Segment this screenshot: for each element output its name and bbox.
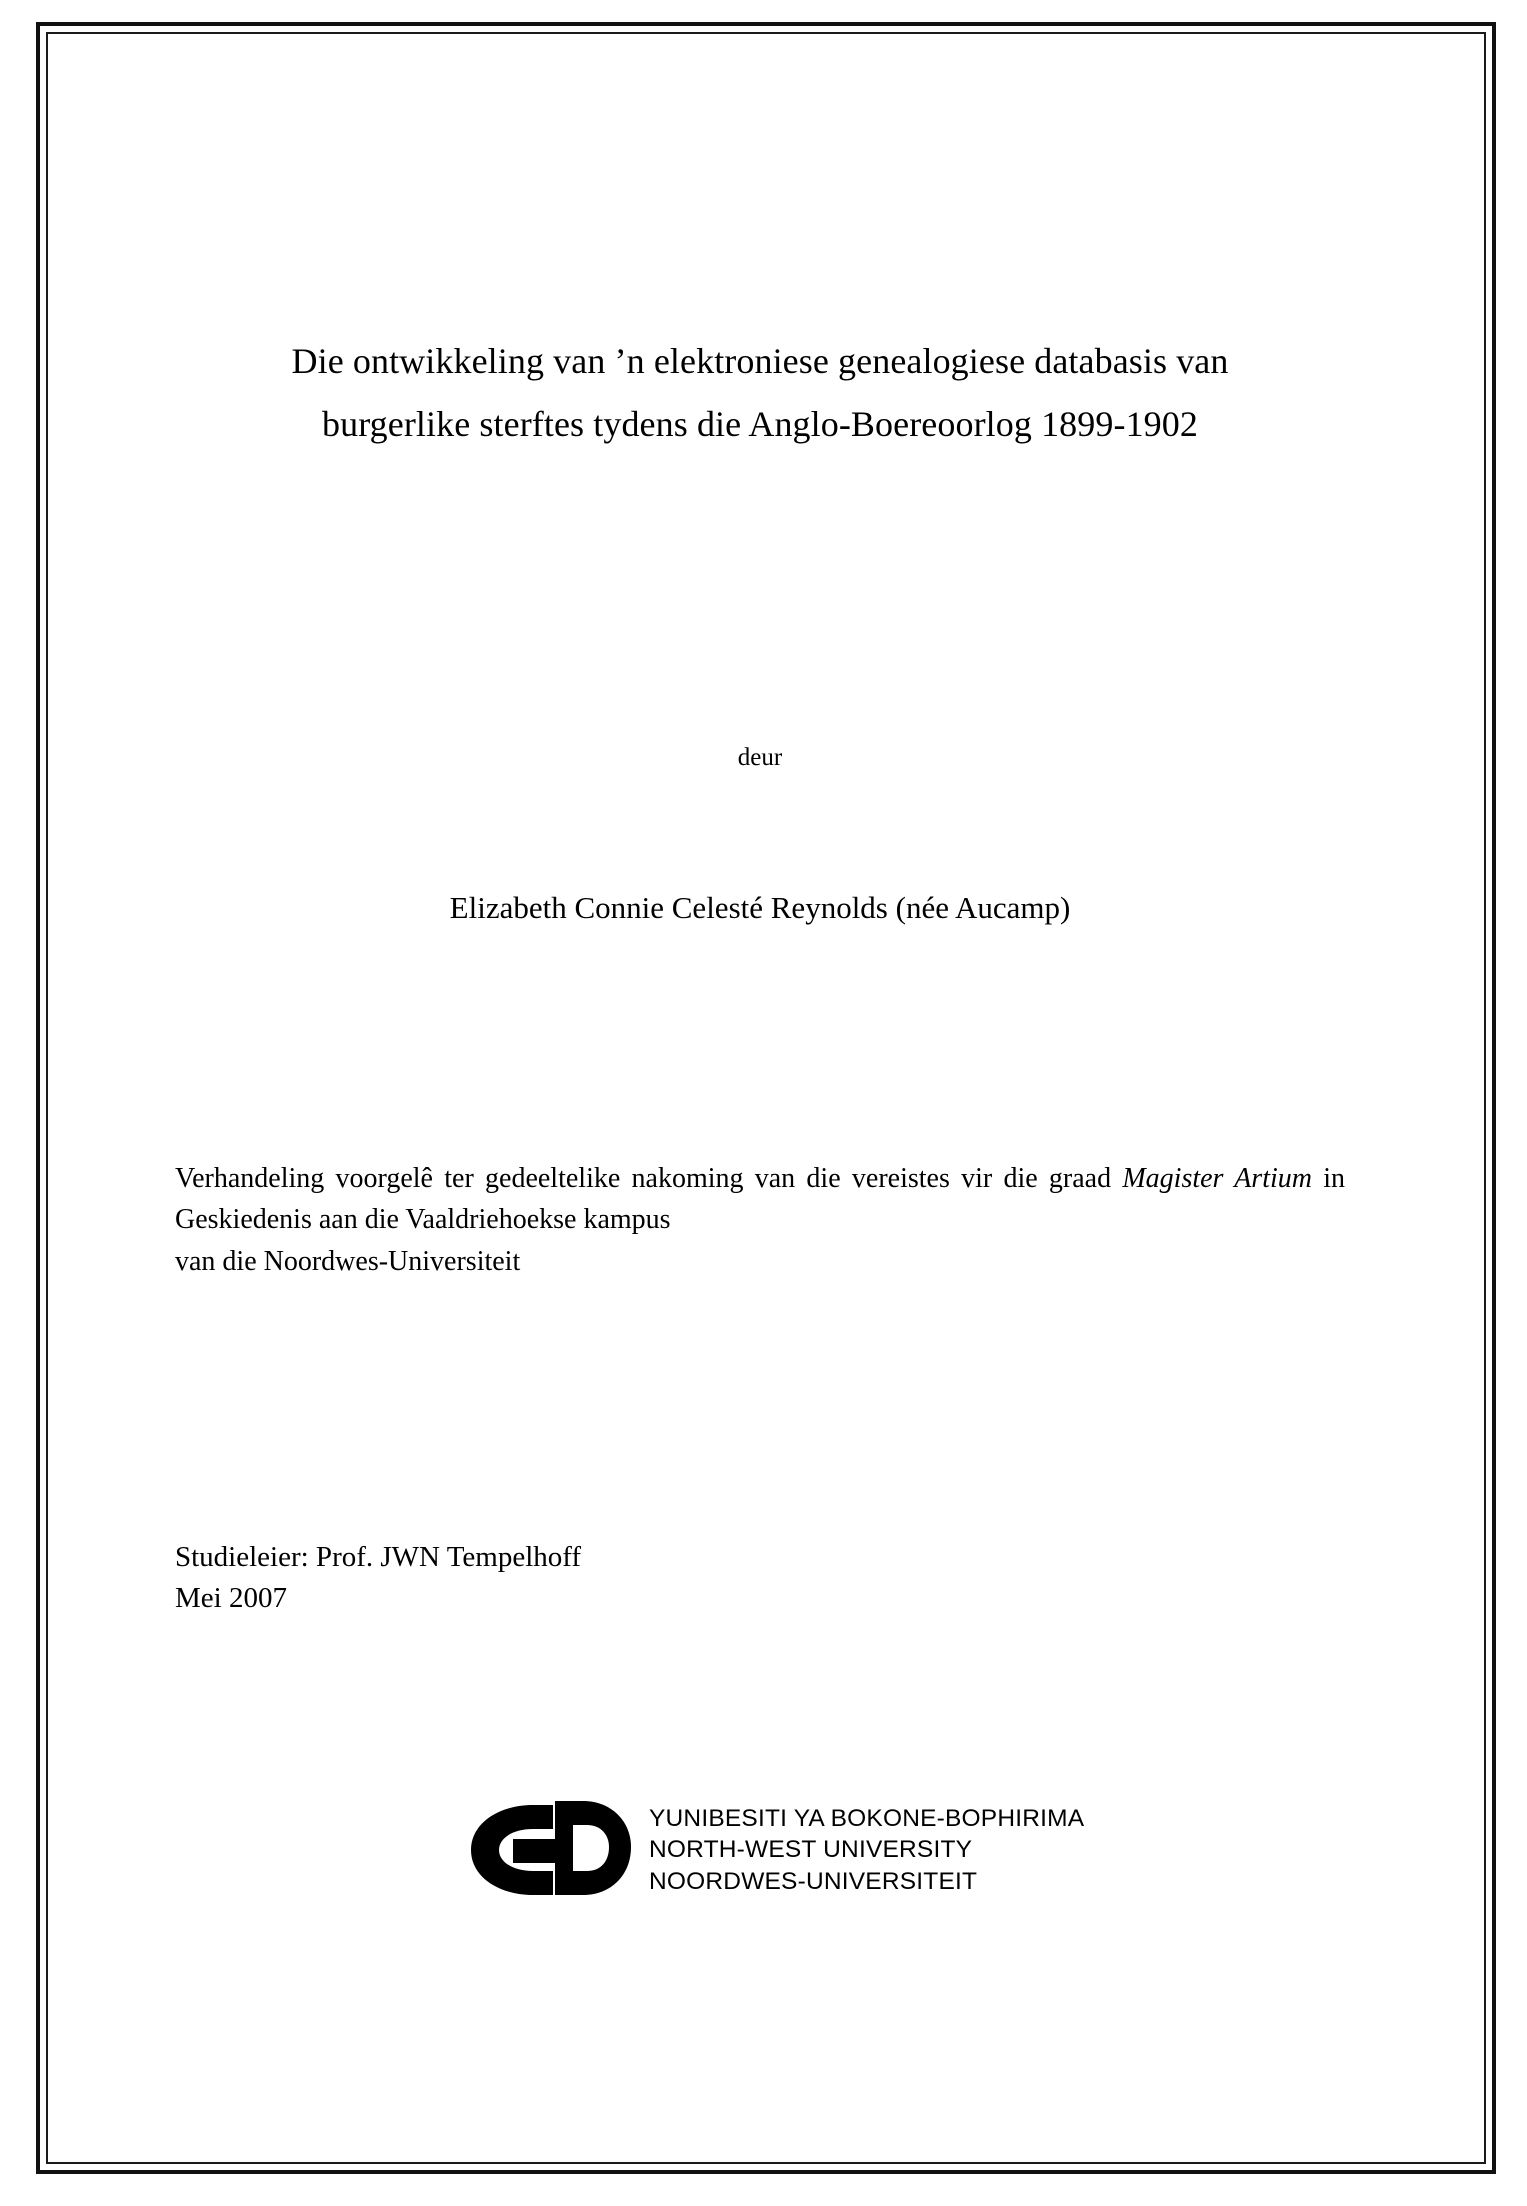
university-logo <box>455 1790 1095 1910</box>
date-line: Mei 2007 <box>175 1582 287 1615</box>
logo-line-2: NORTH-WEST UNIVERSITY <box>649 1836 973 1864</box>
logo-line-3: NOORDWES-UNIVERSITEIT <box>649 1867 978 1895</box>
degree-statement-part1: Verhandeling voorgelê ter gedeeltelike nakoming van die vereistes vir die graad <box>175 1163 1123 1194</box>
degree-statement <box>175 1158 1345 1282</box>
degree-name: Magister Artium <box>1122 1163 1312 1194</box>
university-logo-text <box>649 1803 1084 1896</box>
title-line-1: Die ontwikkeling van ’n elektroniese genealogiese databasis van <box>291 341 1229 381</box>
by-label: deur <box>737 744 783 771</box>
title-line-2: burgerlike sterftes tydens die Anglo-Boereoorlog 1899-1902 <box>322 404 1198 444</box>
degree-statement-part2: in Geskiedenis aan die Vaaldriehoekse kampus <box>175 1163 1346 1236</box>
title-page-content <box>175 330 1345 1620</box>
logo-line-1: YUNIBESITI YA BOKONE-BOPHIRIMA <box>649 1805 1085 1833</box>
north-west-university-logo-icon <box>455 1795 645 1905</box>
author-name: Elizabeth Connie Celesté Reynolds (née Aucamp) <box>449 890 1071 925</box>
supervisor-line: Studieleier: Prof. JWN Tempelhoff <box>175 1541 582 1574</box>
supervisor-block <box>175 1537 1345 1619</box>
page-title <box>175 330 1345 456</box>
degree-statement-paragraph <box>175 1158 1345 1241</box>
degree-statement-part3: van die Noordwes-Universiteit <box>175 1245 521 1277</box>
